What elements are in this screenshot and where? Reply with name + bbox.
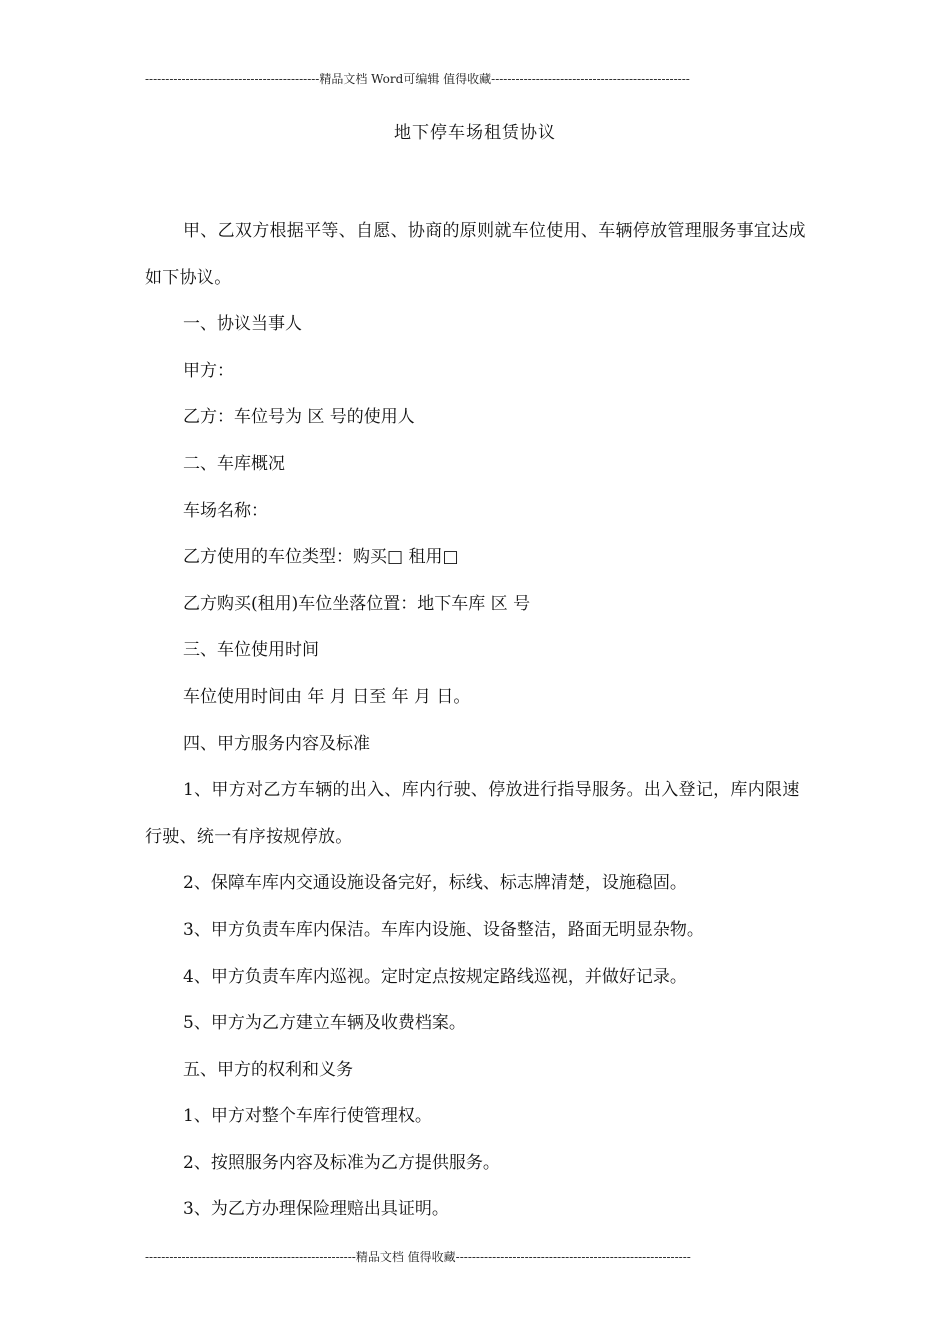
- paragraph-usage-period: 车位使用时间由 年 月 日至 年 月 日。: [183, 686, 471, 707]
- paragraph-right-2: 2、按照服务内容及标准为乙方提供服务。: [183, 1152, 500, 1173]
- document-body: [145, 208, 810, 1233]
- paragraph-service-2: 2、保障车库内交通设施设备完好，标线、标志牌清楚，设施稳固。: [183, 873, 687, 894]
- page-footer: ----------------------------------------------------精品文档 值得收藏----------------------------------------------------------: [145, 1250, 691, 1264]
- section-heading-rights: 五、甲方的权利和义务: [183, 1059, 353, 1080]
- paragraph-service-3: 3、甲方负责车库内保洁。车库内设施、设备整洁，路面无明显杂物。: [183, 919, 704, 940]
- paragraph-space-location: 乙方购买(租用)车位坐落位置：地下车库 区 号: [183, 593, 531, 614]
- paragraph-space-type: 乙方使用的车位类型：购买□ 租用□: [183, 547, 459, 568]
- section-heading-services: 四、甲方服务内容及标准: [183, 733, 370, 754]
- paragraph-party-a: 甲方：: [183, 360, 234, 381]
- paragraph-service-4: 4、甲方负责车库内巡视。定时定点按规定路线巡视，并做好记录。: [183, 966, 687, 987]
- paragraph-party-b: 乙方：车位号为 区 号的使用人: [183, 407, 415, 428]
- section-heading-garage: 二、车库概况: [183, 453, 285, 474]
- page-header: -------------------------------------------精品文档 Word可编辑 值得收藏-------------------------------------------------: [145, 72, 690, 86]
- document-title: 地下停车场租赁协议: [394, 123, 556, 143]
- paragraph-service-1: 1、甲方对乙方车辆的出入、库内行驶、停放进行指导服务。出入登记，库内限速行驶、统一有序按规停放。: [145, 780, 800, 847]
- section-heading-parties: 一、协议当事人: [183, 314, 302, 335]
- paragraph-intro: 甲、乙双方根据平等、自愿、协商的原则就车位使用、车辆停放管理服务事宜达成如下协议。: [145, 221, 806, 288]
- paragraph-service-5: 5、甲方为乙方建立车辆及收费档案。: [183, 1013, 466, 1034]
- paragraph-right-1: 1、甲方对整个车库行使管理权。: [183, 1106, 432, 1127]
- paragraph-right-3: 3、为乙方办理保险理赔出具证明。: [183, 1199, 449, 1220]
- paragraph-lot-name: 车场名称：: [183, 500, 268, 521]
- section-heading-time: 三、车位使用时间: [183, 640, 319, 661]
